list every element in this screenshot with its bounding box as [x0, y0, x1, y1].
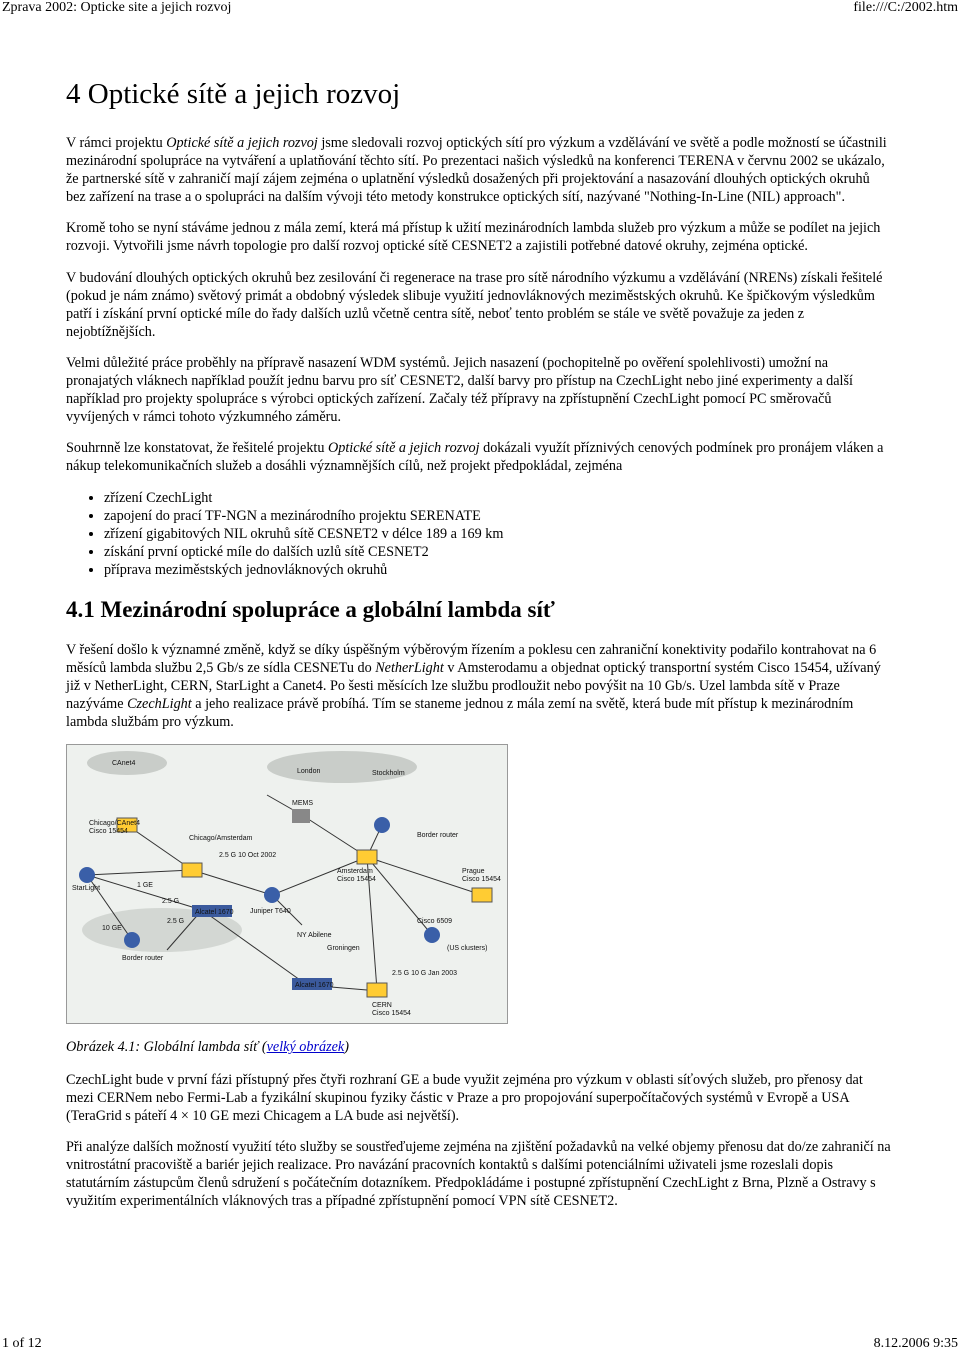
europe-cloud — [267, 751, 417, 783]
p1-text-b: jsme sledovali rozvoj optických sítí pro výzkum a vzdělávání ve světě a podle možností se účastnili mezinárodní spolupráce na vytváření a uplatňování těchto sítí. Po prezentaci našich výsledků na konferenci TERENA v červnu 2002 se ukázalo, že partnerské sítě v zahraničí mají zájem zejména o uplatnění výsledků dosažených při projektování a nasazování dlouhých optických okruhů bez zařízení na trase a o spolupráci na dalším vývoji této metody konstrukce optických sítí, nazývané "Nothing-In-Line (NIL) approach". — [66, 135, 887, 206]
section-heading: 4.1 Mezinárodní spolupráce a globální lambda síť — [66, 596, 555, 622]
label-prague-cisco: Cisco 15454 — [462, 876, 501, 884]
achievements-list — [66, 489, 892, 579]
document-content — [66, 74, 892, 1223]
label-us-clusters: (US clusters) — [447, 945, 488, 953]
list-item: • zřízení CzechLight — [104, 489, 892, 507]
caption-text: Obrázek 4.1: Globální lambda síť ( — [66, 1039, 267, 1056]
chicago-amsterdam-node — [182, 863, 202, 877]
label-chicago-amsterdam: Chicago/Amsterdam — [189, 835, 253, 843]
label-groningen: Groningen — [327, 945, 360, 953]
p6-text-c: a jeho realizace právě probíhá. Tím se staneme jednou z mála zemí na světě, která bude mít přístup k mezinárodním lambda službám pro výzkum. — [66, 696, 854, 731]
list-item: • zapojení do prací TF-NGN a mezinárodního projektu SERENATE — [104, 507, 892, 525]
print-timestamp: 8.12.2006 9:35 — [873, 1336, 958, 1351]
label-chicago-amsterdam-date: 2.5 G 10 Oct 2002 — [219, 852, 277, 860]
label-amsterdam-cisco: Cisco 15454 — [337, 876, 376, 884]
label-jan2003: 2.5 G 10 G Jan 2003 — [392, 970, 457, 978]
amsterdam-node — [357, 850, 377, 864]
cern-node — [367, 983, 387, 997]
label-border-router-2: Border router — [122, 955, 164, 963]
label-canet4: CAnet4 — [112, 760, 136, 768]
list-item: • příprava meziměstských jednovláknových okruhů — [104, 561, 892, 579]
prague-node — [472, 888, 492, 902]
starlight-node — [79, 867, 95, 883]
label-stockholm: Stockholm — [372, 770, 405, 778]
paragraph-3: V budování dlouhých optických okruhů bez zesilování či regenerace na trase pro sítě národního výzkumu a vzdělávání (NRENs) získali řešitelé (pokud je nám známo) světový primát a obdobný výsledek slibuje využití jednovláknových meziměstských okruhů. Ke špičkovým výsledkům patří i získání první optické míle do řady dalších uzlů včetně centra sítě, neboť tento problém se stále ve světě považuje za jeden z nejobtížnějších. — [66, 269, 883, 340]
label-mems: MEMS — [292, 800, 313, 808]
label-nyabilene: NY Abilene — [297, 932, 332, 940]
lambda-network-diagram — [66, 744, 508, 1024]
p6-text-a: V řešení došlo k významné změně, když se díky úspěšným výběrovým řízením a poklesu cen zahraniční konektivity podařilo kontrahovat na 6 měsíců lambda službu 2,5 Gb/s ze sídla CESNETu do — [66, 641, 877, 677]
label-chicago-canet4: Chicago/CAnet4 — [89, 820, 140, 828]
label-2-5g-a: 2.5 G — [162, 898, 180, 906]
p6-czechlight: CzechLight — [127, 696, 192, 713]
cisco6509-node — [424, 927, 440, 943]
mems-node — [292, 809, 310, 823]
border-router-node-2 — [374, 817, 390, 833]
label-cern: CERN — [372, 1002, 392, 1010]
label-2-5g-b: 2.5 G — [167, 918, 185, 926]
paragraph-6 — [66, 641, 892, 731]
caption-close: ) — [344, 1039, 349, 1056]
label-starlight: StarLight — [72, 885, 101, 893]
p5-project-name: Optické sítě a jejich rozvoj — [328, 440, 480, 457]
label-alcatel-2: Alcatel 1670 — [295, 982, 334, 990]
p6-netherlight: NetherLight — [375, 660, 444, 677]
paragraph-intro — [66, 134, 892, 206]
list-item: • získání první optické míle do dalších uzlů sítě CESNET2 — [104, 543, 892, 561]
label-alcatel-1: Alcatel 1670 — [195, 909, 234, 917]
paragraph-8: Při analýze dalších možností využití této služby se soustřeďujeme zejména na zjištění požadavků na velké objemy přenosu dat do/ze zahraničí na vnitrostátní pracoviště a bariér jejich realizace. Pro navázání pracovních kontaktů s dalšími potenciálními uživateli jsme rozeslali dopis statutárním zástupcům členů sdružení s počátečním dotazníkem. Předpokládáme i postupné zpřístupnění CzechLight z Brna, Plzně a Ostravy s využitím experimentálních vláknových tras a případné zpřístupnění pomocí VPN sítě CESNET2. — [66, 1138, 891, 1210]
header-title: Zprava 2002: Opticke site a jejich rozvoj — [2, 0, 232, 15]
p1-project-name: Optické sítě a jejich rozvoj — [166, 135, 318, 151]
juniper-router-node — [264, 887, 280, 903]
paragraph-7: CzechLight bude v první fázi přístupný přes čtyři rozhraní GE a bude využit zejména pro výzkum v oblasti síťových služeb, pro přenosy dat mezi CERNem nebo Fermi-Lab a fyzikální skupinou fyziky částic v Praze a pro propojování superpočítačových systémů v Evropě a USA (TeraGrid s páteří 4 × 10 GE mezi Chicagem a LA bude asi největší). — [66, 1071, 863, 1124]
browser-print-footer — [0, 1334, 960, 1354]
label-juniper: Juniper T640 — [250, 908, 291, 916]
page-counter: 1 of 12 — [2, 1336, 42, 1351]
label-cisco6509: Cisco 6509 — [417, 918, 453, 926]
figure-caption — [66, 1038, 892, 1056]
paragraph-4: Velmi důležité práce proběhly na přípravě nasazení WDM systémů. Jejich nasazení (pochopitelně po ověření spolehlivosti) umožní na pronajatých vláknech například použít jednu barvu pro síť CESNET2, další barvy pro přístup na CzechLight nebo jiné experimenty a další například pro projekty spolupráce s výrobci optických zařízení. Začaly též přípravy na zpřístupnění CzechLight pomocí PC směrovačů vyvíjených v rámci tohoto výzkumného záměru. — [66, 354, 853, 426]
paragraph-2: Kromě toho se nyní stáváme jednou z mála zemí, která má přístup k užití mezinárodních lambda služeb pro výzkum a může se podílet na jejich rozvoji. Vytvořili jsme návrh topologie pro další rozvoj optické sítě CESNET2 a zajistili potřebné datové okruhy, zejména optické. — [66, 220, 881, 255]
label-border-router: Border router — [417, 832, 459, 840]
p6-text-b: v Amsterodamu a objednat optický transportní systém Cisco 15454, užívaný již v NetherLight, CERN, StarLight a Canet4. Po šesti měsících lze službu prodloužit nebo povýšit na 10 Gb/s. Uzel lambda sítě v Praze nazýváme — [66, 660, 881, 713]
paragraph-5 — [66, 439, 892, 475]
label-london: London — [297, 768, 321, 776]
network-diagram-svg — [67, 745, 507, 1023]
header-url: file:///C:/2002.htm — [853, 0, 958, 15]
page-title: 4 Optické sítě a jejich rozvoj — [66, 78, 401, 110]
label-amsterdam: Amsterdam — [337, 868, 373, 876]
label-10ge: 10 GE — [102, 925, 122, 933]
label-chicago-canet4-cisco: Cisco 15454 — [89, 828, 128, 836]
label-1ge: 1 GE — [137, 882, 153, 890]
label-cern-cisco: Cisco 15454 — [372, 1010, 411, 1018]
large-image-link[interactable]: velký obrázek — [266, 1039, 345, 1056]
browser-print-header — [0, 0, 960, 18]
p1-text-a: V rámci projektu — [66, 135, 167, 151]
list-item: • zřízení gigabitových NIL okruhů sítě CESNET2 v délce 189 a 169 km — [104, 525, 892, 543]
border-router-node — [124, 932, 140, 948]
p5-text-b: dokázali využít příznivých cenových podmínek pro pronájem vláken a nákup telekomunikačních služeb a dosáhli významnějších cílů, než projekt předpokládal, zejména — [66, 440, 884, 475]
p5-text-a: Souhrnně lze konstatovat, že řešitelé projektu — [66, 440, 328, 457]
label-prague: Prague — [462, 868, 485, 876]
